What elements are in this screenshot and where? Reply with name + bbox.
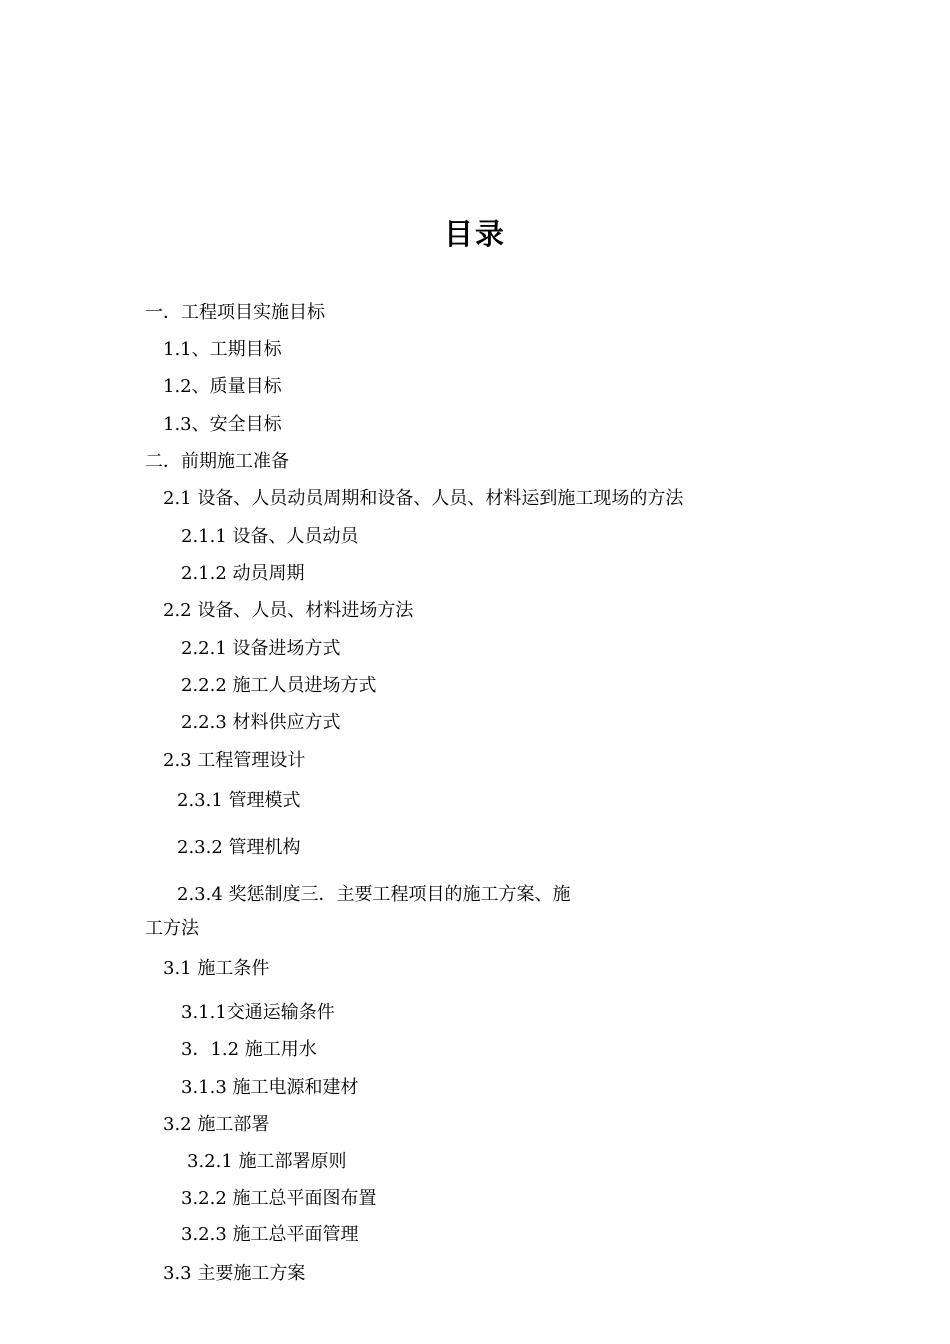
toc-entry-3-1-2: 3．1.2 施工用水 [181,1039,317,1060]
toc-entry-2-3-1: 2.3.1 管理模式 [177,790,301,811]
toc-entry-2-2-3: 2.2.3 材料供应方式 [181,712,341,733]
toc-entry-1-3: 1.3、安全目标 [163,414,282,435]
toc-entry-2: 二．前期施工准备 [145,451,289,472]
toc-entry-3-3: 3.3 主要施工方案 [163,1263,306,1284]
toc-entry-2-2-1: 2.2.1 设备进场方式 [181,638,341,659]
toc-entry-3-2: 3.2 施工部署 [163,1114,270,1135]
toc-entry-1: 一．工程项目实施目标 [145,302,325,323]
toc-entry-2-3-2: 2.3.2 管理机构 [177,837,301,858]
toc-entry-2-1-1: 2.1.1 设备、人员动员 [181,526,359,547]
toc-entry-3-continued: 工方法 [145,918,199,939]
toc-title: 目录 [443,217,506,251]
toc-entry-1-1: 1.1、工期目标 [163,339,282,360]
toc-entry-3-2-2: 3.2.2 施工总平面图布置 [181,1188,377,1209]
toc-entry-2-1-2: 2.1.2 动员周期 [181,563,305,584]
toc-entry-1-2: 1.2、质量目标 [163,376,282,397]
toc-entry-3-2-1: 3.2.1 施工部署原则 [187,1151,347,1172]
toc-entry-2-2: 2.2 设备、人员、材料进场方法 [163,600,414,621]
toc-entry-2-3-4: 2.3.4 奖惩制度三．主要工程项目的施工方案、施 [177,884,571,905]
toc-entry-2-2-2: 2.2.2 施工人员进场方式 [181,675,377,696]
toc-entry-2-3: 2.3 工程管理设计 [163,750,306,771]
toc-entry-3-1: 3.1 施工条件 [163,958,270,979]
toc-entry-3-1-3: 3.1.3 施工电源和建材 [181,1077,359,1098]
toc-entry-3-2-3: 3.2.3 施工总平面管理 [181,1224,359,1245]
toc-entry-2-1: 2.1 设备、人员动员周期和设备、人员、材料运到施工现场的方法 [163,488,684,509]
toc-entry-3-1-1: 3.1.1交通运输条件 [181,1002,335,1023]
